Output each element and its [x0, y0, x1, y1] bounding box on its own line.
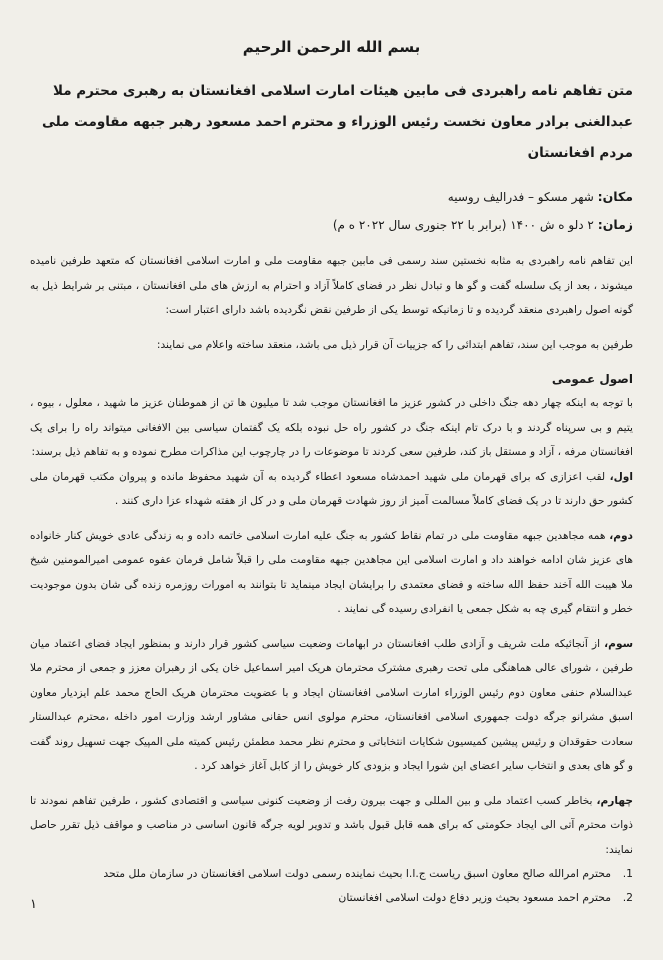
list-item — [30, 862, 633, 886]
date-label: زمان: — [597, 217, 633, 232]
general-principles-heading: اصول عمومی — [551, 372, 633, 386]
place-line — [30, 183, 633, 211]
list-item-number: 2. — [622, 891, 633, 904]
date-value: ۲ دلو ه ش ۱۴۰۰ (برابر با ۲۲ جنوری سال ۲۰۲۲ ه م) — [332, 218, 594, 232]
clause-first-text: لقب اعزازی که برای قهرمان ملی شهید احمدشاه مسعود اعطاء گردیده به آن شهید محفوظ مانده و پیروان مکتب قهرمان ملی کشور حق دارند تا در یک فضای کاملاً مسالمت آمیز از روز شهادت قهرمان ملی و در کل از هفته شهداء عزا داری کنند . — [30, 470, 633, 507]
place-label: مکان: — [597, 189, 633, 204]
document-title: متن تفاهم نامه راهبردی فی مابین هیئات امارت اسلامی افغانستان به رهبری محترم ملا عبدالغنی برادر معاون نخست رئیس الوزراء و محترم احمد مسعود رهبر جبهه مقاومت ملی مردم افغانستان — [41, 83, 633, 161]
basmala: بسم الله الرحمن الرحیم — [242, 38, 421, 56]
intro-paragraph: این تفاهم نامه راهبردی به مثابه نخستین سند رسمی فی مابین جبهه مقاومت ملی و امارت اسلامی افغانستان که متعهد طرفین نامیده میشوند ، بعد از یک سلسله گفت و گو ها و تبادل نظر در فضای کاملاً آزاد و احترام به ارزش های ملی افغانستان ، مبتنی بر شرایط ذیل به گونه اصول راهبردی منعقد گردیده و تا زمانیکه توسط یکی از طرفین نقض نگردیده باشد دارای اعتبار است: — [30, 255, 633, 316]
clause-third-label: سوم، — [604, 637, 634, 650]
clause-third-text: از آنجائیکه ملت شریف و آزادی طلب افغانستان در ابهامات وضعیت سیاسی کشور قرار دارند و بمنظور ایجاد فضای اعتماد میان طرفین ، شورای عالی هماهنگی ملی تحت رهبری مشترک محترمان هریک امیر اسماعیل خان یکی از رهبران معزز و جمعی از محترم ملا عبدالسلام حنفی معاون دوم رئیس الوزراء امارت اسلامی افغانستان ایجاد و با عضویت محترمان هریک الحاج محمد علم ایزدیار معاون اسبق مشرانو جرگه دولت جمهوری اسلامی افغانستان، محترم مولوی انس حقانی مشاور ارشد وزارت امور داخله ،محترم عبدالستار سعادت حقوقدان و رئیس پیشین کمیسیون شکایات انتخاباتی و محترم نظر محمد مطمئن رئیس کمیته ملی المپیک جهت تسهیل روند گفت و گو های بعدی و انتخاب سایر اعضای این شورا ایجاد و بزودی کار خویش را از کابل آغاز خواهد کرد . — [30, 637, 633, 772]
list-item-text: محترم احمد مسعود بحیث وزیر دفاع دولت اسلامی افغانستان — [338, 891, 611, 904]
list-item-number: 1. — [622, 867, 633, 880]
appointments-list — [30, 862, 633, 910]
clause-first — [30, 465, 633, 514]
clause-fourth — [30, 789, 633, 863]
intro-paragraph-2: طرفین به موجب این سند، تفاهم ابتدائی را که جزییات آن قرار ذیل می باشد، منعقد ساخته واعلام می نمایند: — [156, 338, 633, 351]
list-item-text: محترم امرالله صالح معاون اسبق ریاست ج.ا.ا بحیث نماینده رسمی دولت اسلامی افغانستان در سازمان ملل متحد — [103, 867, 611, 880]
date-line — [30, 211, 633, 239]
page-number: ۱ — [30, 897, 37, 912]
place-value: شهر مسکو – فدرالیف روسیه — [447, 190, 594, 204]
clause-fourth-label: چهارم، — [596, 794, 633, 807]
clause-second-text: همه مجاهدین جبهه مقاومت ملی در تمام نقاط کشور به جنگ علیه امارت اسلامی خاتمه داده و به زندگی عادی خویش کنار خانواده های عزیز شان ادامه خواهند داد و امارت اسلامی این مجاهدین جبهه مقاومت ملی را قبلاً شامل فرمان عفوه عمومی امیرالمومنین شیخ ملا هیبت الله آخند حفظ الله ساخته و فضای معتمدی را برایشان ایجاد مینماید تا بتوانند به امورات روزمره زنده گی شان بدون موجودیت خطر و انتقام گیری چه به شکل جمعی یا انفرادی رسیده گی نمایند . — [30, 529, 633, 615]
clause-second — [30, 524, 633, 622]
clause-fourth-text: بخاطر کسب اعتماد ملی و بین المللی و جهت بیرون رفت از وضعیت کنونی سیاسی و اقتصادی کشور ، طرفین تفاهم نمودند تا ذوات محترم آتی الی ایجاد حکومتی که برای همه قابل قبول باشد و تدویر لویه جرگه قانون اساسی در مناصب و مواقف ذیل تقرر حاصل نمایند: — [30, 794, 633, 856]
clause-first-label: اول، — [609, 470, 633, 483]
clause-second-label: دوم، — [609, 529, 633, 542]
general-principles-paragraph: با توجه به اینکه چهار دهه جنگ داخلی در کشور عزیز ما افغانستان موجب شد تا میلیون ها تن از هموطنان عزیز ما شهید ، معلول ، بیوه ، یتیم و بی سرپناه گردند و با درک تام اینکه جنگ در کشور راه حل نبوده بلکه یک گفتمان سیاسی بین الافغانی میتواند راه را برای یک افغانستان مرفه ، آزاد و مستقل باز کند، طرفین سعی کردند تا موضوعات را در چارچوب این مذاکرات مطرح نموده و به تفاهم ذیل برسند: — [30, 397, 633, 458]
clause-third — [30, 632, 633, 779]
list-item — [30, 886, 633, 910]
